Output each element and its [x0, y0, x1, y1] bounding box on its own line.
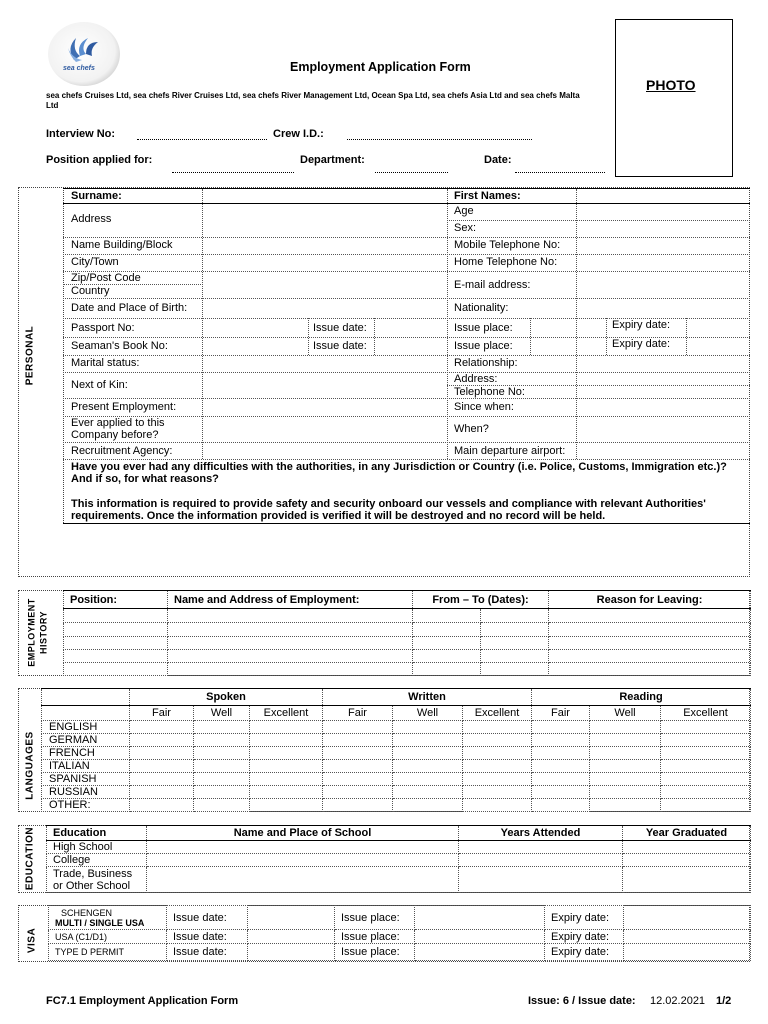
personal-top-rule [63, 188, 750, 189]
language-level-cell[interactable] [590, 747, 661, 760]
employment-section-label-1: EMPLOYMENT [26, 598, 37, 667]
departure-label: Main departure airport: [454, 445, 566, 457]
seamans-expiry-label: Expiry date: [612, 338, 671, 350]
type-d-label: TYPE D PERMIT [49, 944, 167, 961]
schengen-label-1: SCHENGEN [61, 907, 113, 918]
language-label: GERMAN [42, 734, 130, 747]
language-level-cell[interactable] [250, 773, 323, 786]
crew-id-field[interactable] [347, 139, 532, 140]
language-level-cell[interactable] [532, 734, 590, 747]
language-level-cell[interactable] [661, 799, 751, 812]
marital-label: Marital status: [71, 357, 140, 369]
position-applied-field[interactable] [172, 172, 294, 173]
zip-label: Zip/Post Code [71, 272, 141, 284]
kin-address-label: Address: [454, 373, 498, 385]
language-level-cell[interactable] [532, 799, 590, 812]
language-level-cell[interactable] [323, 721, 393, 734]
usa-label: USA (C1/D1) [49, 930, 167, 944]
trade-label-1: Trade, Business [53, 867, 133, 880]
ever-applied-label-1: Ever applied to this [71, 417, 165, 429]
language-level-cell[interactable] [323, 734, 393, 747]
visa-section-label: VISA [26, 927, 38, 954]
date-label: Date: [484, 154, 512, 166]
mobile-label: Mobile Telephone No: [454, 239, 561, 251]
graduated-header: Year Graduated [623, 826, 751, 841]
department-field[interactable] [375, 172, 448, 173]
name-address-header: Name and Address of Employment: [168, 591, 413, 609]
language-level-cell[interactable] [130, 799, 194, 812]
language-level-cell[interactable] [661, 721, 751, 734]
language-level-cell[interactable] [590, 760, 661, 773]
company-logo [46, 20, 122, 88]
seamans-issue-date-label: Issue date: [313, 340, 367, 352]
personal-section-label: PERSONAL [24, 325, 36, 386]
language-level-cell[interactable] [661, 747, 751, 760]
photo-box[interactable] [615, 19, 733, 177]
level-header: Well [393, 706, 463, 721]
name-building-label: Name Building/Block [71, 239, 173, 251]
present-employment-label: Present Employment: [71, 401, 177, 413]
position-header: Position: [64, 591, 168, 609]
language-level-cell[interactable] [463, 773, 532, 786]
footer-issue: Issue: 6 / Issue date: [528, 995, 636, 1007]
difficulties-answer-field[interactable] [19, 524, 749, 576]
language-level-cell[interactable] [463, 734, 532, 747]
language-level-cell[interactable] [532, 747, 590, 760]
usa-issue-place-label: Issue place: [335, 930, 415, 944]
relationship-label: Relationship: [454, 357, 518, 369]
language-level-cell[interactable] [393, 760, 463, 773]
written-header: Written [323, 689, 532, 706]
language-row [42, 799, 751, 812]
level-header: Excellent [661, 706, 751, 721]
schengen-label-2: MULTI / SINGLE USA [55, 917, 145, 928]
language-level-cell[interactable] [250, 734, 323, 747]
dob-label: Date and Place of Birth: [71, 302, 188, 314]
language-level-cell[interactable] [194, 760, 250, 773]
email-label: E-mail address: [454, 279, 531, 291]
level-header: Fair [323, 706, 393, 721]
surname-label: Surname: [71, 190, 122, 202]
logo-text: sea chefs [63, 65, 95, 72]
seamans-issue-place-label: Issue place: [454, 340, 513, 352]
spoken-header: Spoken [130, 689, 323, 706]
language-level-cell[interactable] [130, 721, 194, 734]
language-label: FRENCH [42, 747, 130, 760]
nationality-label: Nationality: [454, 302, 509, 314]
language-level-cell[interactable] [323, 773, 393, 786]
language-level-cell[interactable] [393, 734, 463, 747]
languages-table [41, 688, 751, 812]
language-level-cell[interactable] [532, 773, 590, 786]
first-names-label: First Names: [454, 190, 521, 202]
language-level-cell[interactable] [661, 760, 751, 773]
education-header: Education [47, 826, 147, 841]
language-level-cell[interactable] [323, 799, 393, 812]
school-header: Name and Place of School [147, 826, 459, 841]
language-level-cell[interactable] [194, 747, 250, 760]
language-level-cell[interactable] [463, 799, 532, 812]
language-level-cell[interactable] [250, 786, 323, 799]
language-level-cell[interactable] [130, 747, 194, 760]
level-header: Fair [130, 706, 194, 721]
info-note: This information is required to provide safety and security onboard our vessels and compliance with relevant Authorities' requirements. Once the information provided is verified it will be destroyed and no record will be held. [71, 498, 706, 522]
recruitment-label: Recruitment Agency: [71, 445, 173, 457]
language-level-cell[interactable] [194, 799, 250, 812]
language-level-cell[interactable] [393, 786, 463, 799]
language-level-cell[interactable] [130, 786, 194, 799]
language-level-cell[interactable] [250, 799, 323, 812]
footer-page: 1/2 [716, 995, 732, 1007]
language-label: SPANISH [42, 773, 130, 786]
interview-no-label: Interview No: [46, 128, 116, 140]
education-table [46, 825, 751, 893]
type-d-issue-date-label: Issue date: [167, 944, 248, 961]
when-label: When? [454, 423, 489, 435]
trade-label-2: or Other School [53, 879, 131, 892]
employment-section-label-2: HISTORY [38, 611, 49, 655]
type-d-issue-place-label: Issue place: [335, 944, 415, 961]
language-label: OTHER: [42, 799, 130, 812]
language-level-cell[interactable] [590, 773, 661, 786]
visa-table [48, 905, 751, 961]
language-label: ITALIAN [42, 760, 130, 773]
language-level-cell[interactable] [130, 760, 194, 773]
schengen-issue-date-label: Issue date: [167, 906, 248, 930]
level-header: Well [590, 706, 661, 721]
language-level-cell[interactable] [532, 760, 590, 773]
language-level-cell[interactable] [194, 734, 250, 747]
usa-expiry-label: Expiry date: [545, 930, 624, 944]
language-level-cell[interactable] [532, 721, 590, 734]
from-to-header: From – To (Dates): [413, 591, 549, 609]
language-level-cell[interactable] [463, 786, 532, 799]
country-label: Country [71, 285, 110, 297]
language-level-cell[interactable] [250, 747, 323, 760]
language-level-cell[interactable] [323, 786, 393, 799]
language-level-cell[interactable] [590, 786, 661, 799]
education-section-label: EDUCATION [24, 826, 36, 891]
language-level-cell[interactable] [250, 760, 323, 773]
language-level-cell[interactable] [130, 773, 194, 786]
crew-id-label: Crew I.D.: [273, 128, 324, 140]
reason-header: Reason for Leaving: [549, 591, 751, 609]
form-title: Employment Application Form [290, 60, 471, 74]
level-header: Fair [532, 706, 590, 721]
home-tel-label: Home Telephone No: [454, 256, 558, 268]
schengen-expiry-label: Expiry date: [545, 906, 624, 930]
language-level-cell[interactable] [590, 799, 661, 812]
schengen-issue-place-label: Issue place: [335, 906, 415, 930]
language-row [42, 786, 751, 799]
seamans-book-label: Seaman's Book No: [71, 340, 168, 352]
language-level-cell[interactable] [463, 721, 532, 734]
company-list: sea chefs Cruises Ltd, sea chefs River Cruises Ltd, sea chefs River Management Ltd, Ocean Spa Ltd, sea chefs Asia Ltd and sea chefs Malta Ltd [46, 91, 580, 110]
language-level-cell[interactable] [194, 721, 250, 734]
high-school-label: High School [47, 841, 147, 854]
ever-applied-label-2: Company before? [71, 429, 159, 441]
language-row [42, 734, 751, 747]
language-level-cell[interactable] [590, 734, 661, 747]
language-label: ENGLISH [42, 721, 130, 734]
level-header: Excellent [463, 706, 532, 721]
footer-form-name: FC7.1 Employment Application Form [46, 995, 239, 1007]
since-when-label: Since when: [454, 401, 514, 413]
employment-table [63, 590, 751, 676]
college-label: College [47, 854, 147, 867]
language-row [42, 721, 751, 734]
language-level-cell[interactable] [661, 786, 751, 799]
language-level-cell[interactable] [130, 734, 194, 747]
department-label: Department: [300, 154, 365, 166]
kin-telephone-label: Telephone No: [454, 386, 525, 398]
languages-section-label: LANGUAGES [24, 731, 36, 800]
passport-expiry-label: Expiry date: [612, 319, 671, 331]
language-level-cell[interactable] [393, 721, 463, 734]
language-level-cell[interactable] [323, 747, 393, 760]
difficulties-question: Have you ever had any difficulties with the authorities, in any Jurisdiction or Country (i.e. Police, Customs, Immigration etc.)? And if so, for what reasons? [71, 461, 727, 485]
personal-header-rule [63, 203, 750, 204]
position-applied-label: Position applied for: [46, 154, 153, 166]
footer-issue-date: 12.02.2021 [650, 995, 706, 1007]
passport-issue-place-label: Issue place: [454, 322, 513, 334]
language-level-cell[interactable] [393, 747, 463, 760]
language-level-cell[interactable] [250, 721, 323, 734]
schengen-label [49, 906, 167, 930]
type-d-expiry-label: Expiry date: [545, 944, 624, 961]
language-level-cell[interactable] [393, 799, 463, 812]
language-level-cell[interactable] [463, 760, 532, 773]
interview-no-field[interactable] [137, 139, 267, 140]
date-field[interactable] [515, 172, 605, 173]
usa-issue-date-label: Issue date: [167, 930, 248, 944]
sex-label: Sex: [454, 222, 477, 234]
age-label: Age [454, 205, 474, 217]
address-label: Address [71, 213, 112, 225]
photo-label: PHOTO [646, 77, 696, 93]
language-label: RUSSIAN [42, 786, 130, 799]
passport-issue-date-label: Issue date: [313, 322, 367, 334]
years-header: Years Attended [459, 826, 623, 841]
city-label: City/Town [71, 256, 119, 268]
language-level-cell[interactable] [194, 773, 250, 786]
trade-label [47, 867, 147, 893]
next-of-kin-label: Next of Kin: [71, 379, 128, 391]
language-level-cell[interactable] [590, 721, 661, 734]
language-level-cell[interactable] [463, 747, 532, 760]
language-level-cell[interactable] [323, 760, 393, 773]
language-row [42, 747, 751, 760]
language-level-cell[interactable] [661, 734, 751, 747]
language-level-cell[interactable] [661, 773, 751, 786]
language-level-cell[interactable] [194, 786, 250, 799]
reading-header: Reading [532, 689, 751, 706]
language-row [42, 760, 751, 773]
language-level-cell[interactable] [532, 786, 590, 799]
language-row [42, 773, 751, 786]
passport-label: Passport No: [71, 322, 135, 334]
language-level-cell[interactable] [393, 773, 463, 786]
level-header: Excellent [250, 706, 323, 721]
level-header: Well [194, 706, 250, 721]
